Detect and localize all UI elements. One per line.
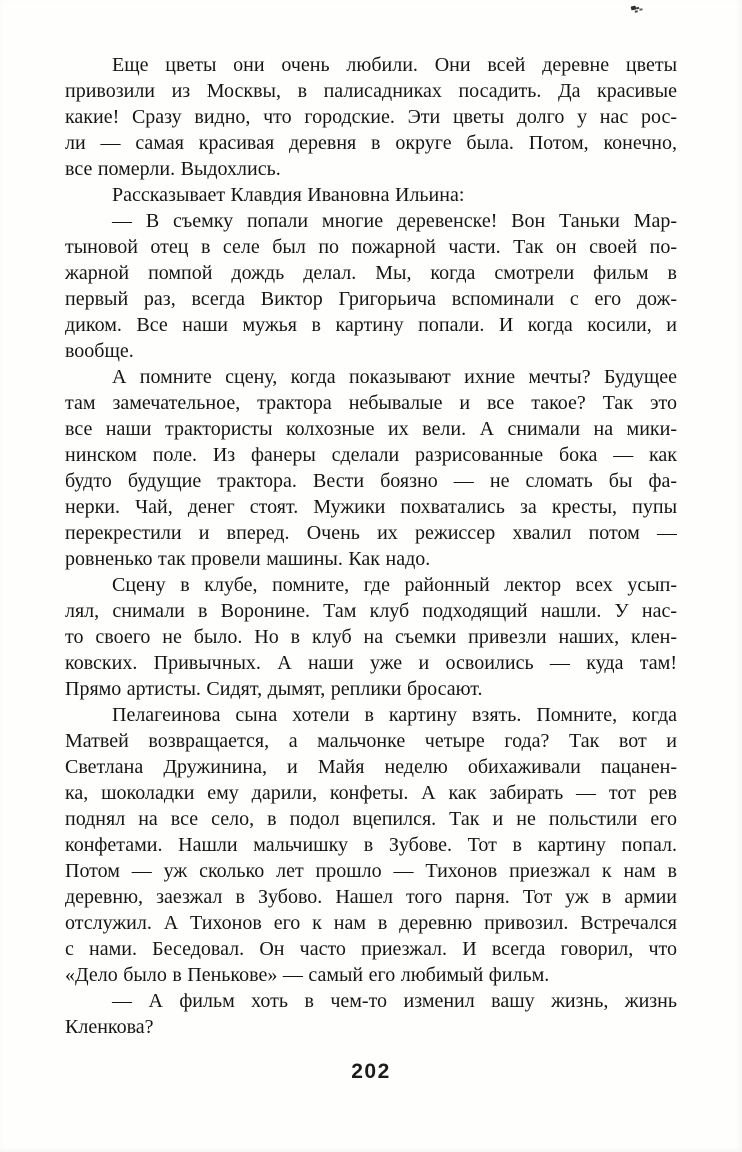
text-line: деревню, заезжал в Зубово. Нашел того парня. Тот уж в армии <box>65 886 677 908</box>
text-line: диком. Все наши мужья в картину попали. И когда косили, и <box>65 314 677 336</box>
text-line: Еще цветы они очень любили. Они всей деревне цветы <box>112 54 677 76</box>
text-line: Пелагеинова сына хотели в картину взять. Помните, когда <box>112 704 677 726</box>
text-line: какие! Сразу видно, что городские. Эти цветы долго у нас рос- <box>65 106 677 128</box>
text-line: Потом — уж сколько лет прошло — Тихонов приезжал к нам в <box>65 860 677 882</box>
text-line: А помните сцену, когда показывают ихние мечты? Будущее <box>112 366 677 388</box>
text-line: — А фильм хоть в чем-то изменил вашу жизнь, жизнь <box>112 990 677 1012</box>
text-line: Кленкова? <box>65 1016 154 1038</box>
text-line: там замечательное, трактора небывалые и все такое? Так это <box>65 392 677 414</box>
text-line: вообще. <box>65 340 134 362</box>
text-line: все наши трактористы колхозные их вели. А снимали на мики- <box>65 418 677 440</box>
text-line: ковских. Привычных. А наши уже и освоились — куда там! <box>65 652 677 674</box>
text-line: ли — самая красивая деревня в округе была. Потом, конечно, <box>65 132 677 154</box>
text-line: первый раз, всегда Виктор Григорьича вспоминали с его дож- <box>65 288 677 310</box>
text-line: жарной помпой дождь делал. Мы, когда смотрели фильм в <box>65 262 677 284</box>
page-text-block <box>65 52 677 1040</box>
ink-artifact-icon <box>631 6 637 11</box>
text-line: ровненько так провели машины. Как надо. <box>65 548 431 570</box>
text-line: поднял на все село, в подол вцепился. Так и не польстили его <box>65 808 677 830</box>
text-line: Рассказывает Клавдия Ивановна Ильина: <box>112 184 465 206</box>
text-line: тыновой отец в селе был по пожарной части. Так он своей по- <box>65 236 677 258</box>
text-line: Матвей возвращается, а мальчонке четыре года? Так вот и <box>65 730 677 752</box>
text-line: все померли. Выдохлись. <box>65 158 281 180</box>
text-line: перекрестили и вперед. Очень их режиссер хвалил потом — <box>65 522 677 544</box>
text-line: лял, снимали в Воронине. Там клуб подходящий нашли. У нас- <box>65 600 677 622</box>
page-number: 202 <box>351 1060 391 1083</box>
text-line: Прямо артисты. Сидят, дымят, реплики бросают. <box>65 678 483 700</box>
text-line: будто будущие трактора. Вести боязно — не сломать бы фа- <box>65 470 677 492</box>
text-line: ка, шоколадки ему дарили, конфеты. А как забирать — тот рев <box>65 782 677 804</box>
text-line: Светлана Дружинина, и Майя неделю обихаживали пацанен- <box>65 756 677 778</box>
text-line: то своего не было. Но в клуб на съемки привезли наших, клен- <box>65 626 677 648</box>
text-line: Сцену в клубе, помните, где районный лектор всех усып- <box>112 574 677 596</box>
text-line: — В съемку попали многие деревенске! Вон Таньки Мар- <box>112 210 677 232</box>
text-line: нинском поле. Из фанеры сделали разрисованные бока — как <box>65 444 677 466</box>
text-line: привозили из Москвы, в палисадниках посадить. Да красивые <box>65 80 677 102</box>
text-line: конфетами. Нашли мальчишку в Зубове. Тот в картину попал. <box>65 834 677 856</box>
text-line: нерки. Чай, денег стоят. Мужики похватались за кресты, пупы <box>65 496 677 518</box>
text-line: «Дело было в Пенькове» — самый его любимый фильм. <box>65 964 550 986</box>
text-line: с нами. Беседовал. Он часто приезжал. И всегда говорил, что <box>65 938 677 960</box>
text-line: отслужил. А Тихонов его к нам в деревню привозил. Встречался <box>65 912 677 934</box>
